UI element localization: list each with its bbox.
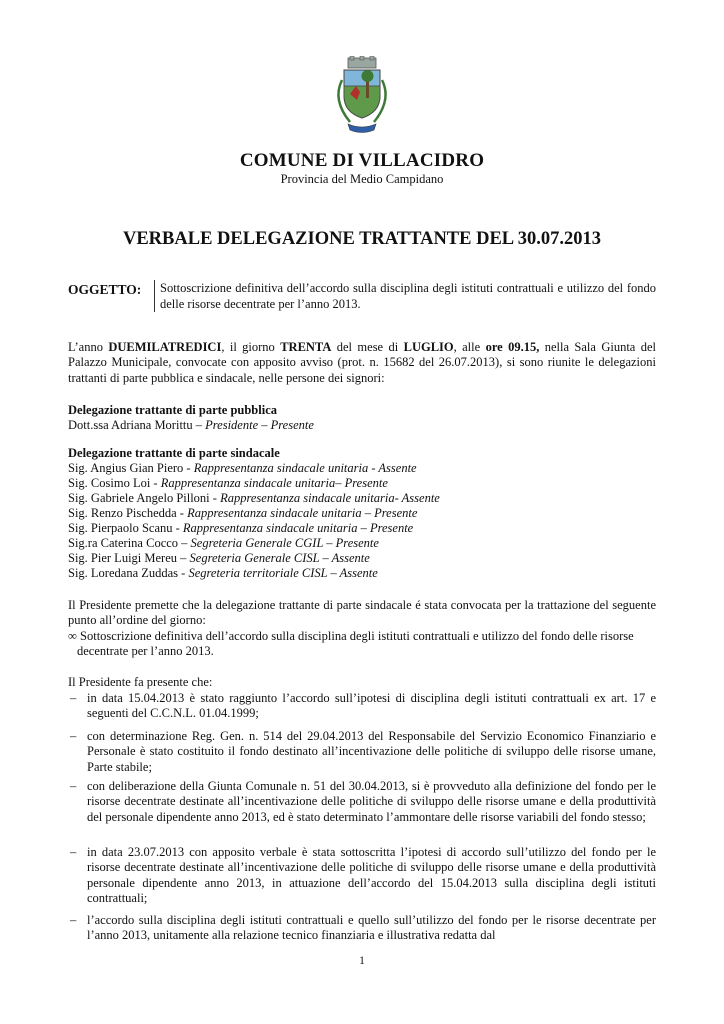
intro-paragraph: L’anno DUEMILATREDICI, il giorno TRENTA del mese di LUGLIO, alle ore 09.15, nella Sala Giunta del Palazzo Municipale, convocate con apposito avviso (prot. n. 15682 del 26.07.2013), si sono riunite le delegazioni trattanti di parte pubblica e sindacale, nelle persone dei signori: (68, 340, 656, 385)
subject-divider (154, 280, 155, 312)
union-member: Sig. Cosimo Loi - Rappresentanza sindacale unitaria– Presente (68, 476, 388, 490)
union-member: Sig. Pier Luigi Mereu – Segreteria Generale CISL – Assente (68, 551, 370, 565)
list-item: con deliberazione della Giunta Comunale n. 51 del 30.04.2013, si è provveduto alla definizione del fondo per le risorse decentrate destinate all’incentivazione delle politiche di sviluppo delle risorse umane e della produttività del personale dipendente anno 2013, ed è stato determinato l’ammontare delle risorse variabili del fondo stesso; (87, 779, 656, 824)
list-dash: – (70, 729, 77, 743)
union-member: Sig. Loredana Zuddas - Segreteria territoriale CISL – Assente (68, 566, 378, 580)
agenda-item-continued: decentrate per l’anno 2013. (77, 644, 214, 658)
document-title: VERBALE DELEGAZIONE TRATTANTE DEL 30.07.2013 (122, 229, 602, 249)
informs-intro: Il Presidente fa presente che: (68, 675, 213, 689)
union-member: Sig. Gabriele Angelo Pilloni - Rappresentanza sindacale unitaria- Assente (68, 491, 440, 505)
list-item: con determinazione Reg. Gen. n. 514 del 29.04.2013 del Responsabile del Servizio Economico Finanziario e Personale è stato costituito il fondo destinato all’incentivazione delle politiche di sviluppo delle risorse umane, Parte stabile; (87, 729, 656, 774)
page-number: 1 (359, 955, 365, 967)
union-member: Sig. Pierpaolo Scanu - Rappresentanza sindacale unitaria – Presente (68, 521, 414, 535)
union-member: Sig. Renzo Pischedda - Rappresentanza sindacale unitaria – Presente (68, 506, 418, 520)
province-name: Provincia del Medio Campidano (280, 172, 444, 186)
agenda-item: ∞ Sottoscrizione definitiva dell’accordo sulla disciplina degli istituti contrattuali e utilizzo del fondo delle risorse (68, 629, 634, 643)
list-item: in data 15.04.2013 è stato raggiunto l’accordo sull’ipotesi di disciplina degli istituti contrattuali ex art. 17 e seguenti del C.C.N.L. 01.04.1999; (87, 691, 656, 721)
list-dash: – (70, 913, 77, 927)
public-member: Dott.ssa Adriana Morittu – Presidente – Presente (68, 418, 314, 432)
list-dash: – (70, 845, 77, 859)
list-dash: – (70, 691, 77, 705)
subject-text: Sottoscrizione definitiva dell’accordo sulla disciplina degli istituti contrattuali e utilizzo del fondo delle risorse decentrate per l’anno 2013. (160, 281, 656, 311)
town-name: COMUNE DI VILLACIDRO (239, 150, 485, 171)
list-dash: – (70, 779, 77, 793)
union-delegation-title: Delegazione trattante di parte sindacale (68, 446, 280, 460)
union-member: Sig.ra Caterina Cocco – Segreteria Generale CGIL – Presente (68, 536, 379, 550)
public-delegation-title: Delegazione trattante di parte pubblica (68, 403, 278, 417)
premise-paragraph: Il Presidente premette che la delegazione trattante di parte sindacale é stata convocata per la trattazione del seguente punto all’ordine del giorno: (68, 598, 656, 628)
list-item: l’accordo sulla disciplina degli istituti contrattuali e quello sull’utilizzo del fondo per le risorse decentrate per l’anno 2013, unitamente alla relazione tecnico finanziaria e illustrativa redatta dal (87, 913, 656, 943)
coat-of-arms-emblem (330, 56, 394, 136)
subject-label: OGGETTO: (68, 282, 142, 297)
union-member: Sig. Angius Gian Piero - Rappresentanza sindacale unitaria - Assente (68, 461, 417, 475)
list-item: in data 23.07.2013 con apposito verbale è stata sottoscritta l’ipotesi di accordo sull’utilizzo del fondo per le risorse decentrate destinate all’incentivazione delle politiche di sviluppo delle risorse umane e della produttività personale dipendente anno 2013, in attuazione dell’accordo del 15.04.2013 sulla disciplina degli istituti contrattuali; (87, 845, 656, 906)
